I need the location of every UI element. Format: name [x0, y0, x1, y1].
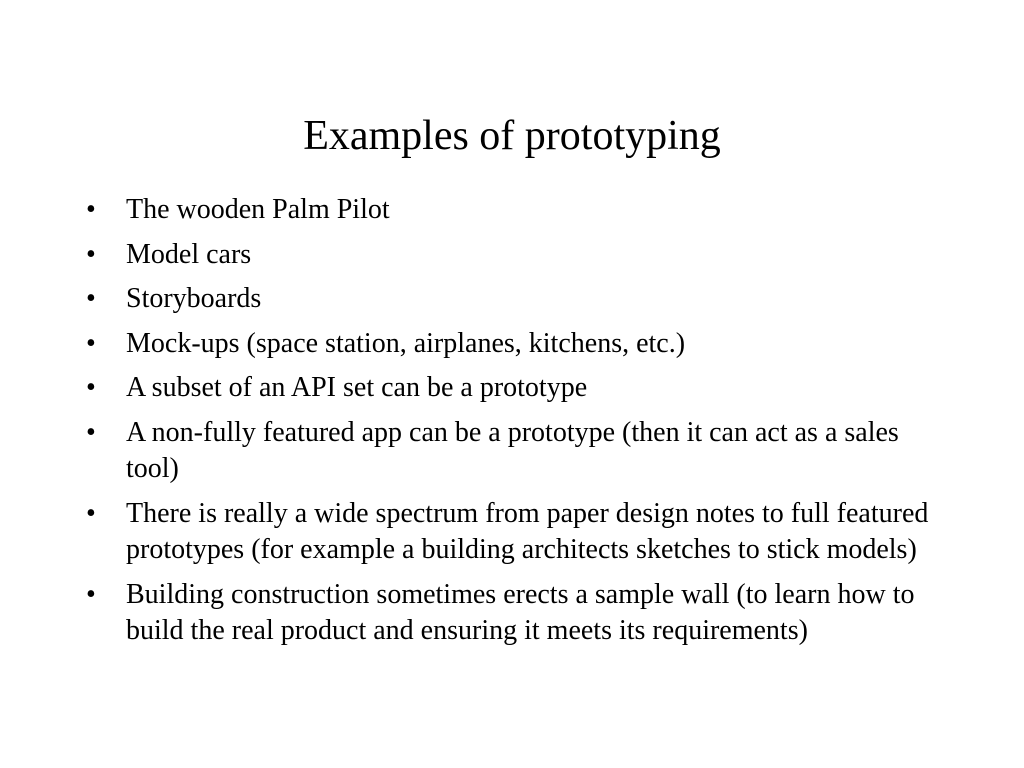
list-item — [86, 326, 946, 363]
bullet-text: Model cars — [126, 238, 252, 270]
bullet-text: A subset of an API set can be a prototype — [126, 372, 588, 403]
bullet-dot-icon: • — [86, 238, 96, 270]
list-item — [86, 192, 946, 229]
bullet-dot-icon: • — [86, 194, 96, 225]
list-item — [86, 496, 946, 569]
list-item — [86, 281, 946, 318]
bullet-text: The wooden Palm Pilot — [126, 194, 390, 225]
bullet-dot-icon: • — [86, 416, 96, 448]
list-item — [86, 237, 946, 274]
bullet-dot-icon: • — [86, 372, 96, 403]
bullet-dot-icon: • — [86, 497, 96, 529]
bullet-text: Mock-ups (space station, airplanes, kitchens, etc.) — [126, 327, 686, 359]
bullet-text: A non-fully featured app can be a prototype (then it can act as a sales tool) — [126, 416, 899, 484]
slide-title: Examples of prototyping — [303, 113, 721, 159]
bullet-list — [86, 192, 946, 658]
bullet-text: Storyboards — [126, 283, 262, 314]
bullet-dot-icon: • — [86, 283, 96, 314]
list-item — [86, 577, 946, 650]
list-item — [86, 415, 946, 488]
bullet-dot-icon: • — [86, 578, 96, 610]
list-item — [86, 370, 946, 407]
bullet-text: There is really a wide spectrum from paper design notes to full featured prototypes (for example a building architects sketches to stick models) — [126, 497, 929, 565]
bullet-dot-icon: • — [86, 327, 96, 359]
bullet-text: Building construction sometimes erects a sample wall (to learn how to build the real product and ensuring it meets its requirements) — [126, 578, 915, 646]
